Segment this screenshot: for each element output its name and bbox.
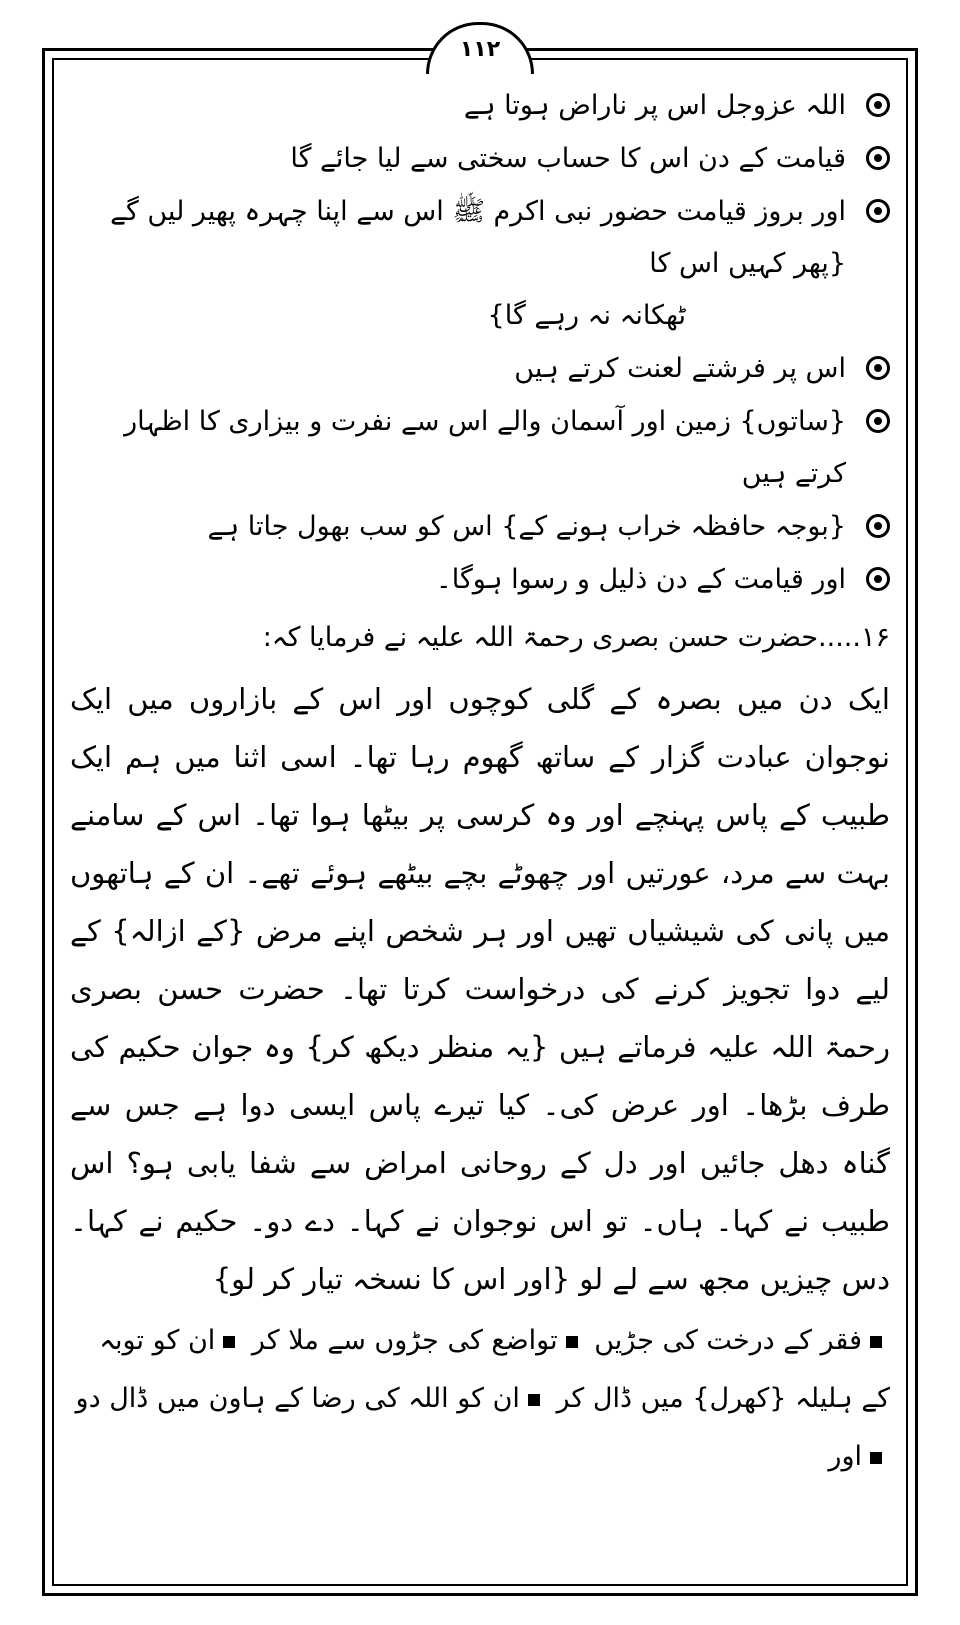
circle-bullet-icon <box>866 409 890 433</box>
circle-bullet-icon <box>866 514 890 538</box>
square-bullet-icon <box>223 1336 235 1348</box>
page-content <box>70 80 890 1580</box>
list-item: {بوجہ حافظہ خراب ہونے کے} اس کو سب بھول جاتا ہے <box>70 501 890 553</box>
remedy-item: اور <box>828 1441 862 1472</box>
list-item-continuation: ٹھکانہ نہ رہے گا} <box>487 300 686 331</box>
remedy-item: ان کو اللہ کی رضا کے ہاون میں ڈال دو <box>75 1383 520 1414</box>
remedy-item: ان کو توبہ کے ہلیلہ {کھرل} میں ڈال کر <box>99 1325 890 1414</box>
remedy-list <box>70 1312 890 1486</box>
list-item: قیامت کے دن اس کا حساب سختی سے لیا جائے گا <box>70 133 890 185</box>
circle-bullet-icon <box>866 567 890 591</box>
square-bullet-icon <box>870 1336 882 1348</box>
remedy-item: تواضع کی جڑوں سے ملا کر <box>251 1325 558 1356</box>
page-number: ۱۱۲ <box>426 22 534 74</box>
section-heading: ۱۶.....حضرت حسن بصری رحمۃ اللہ علیہ نے فرمایا کہ: <box>262 622 890 653</box>
square-bullet-icon <box>528 1394 540 1406</box>
circle-bullet-icon <box>866 93 890 117</box>
list-item: اور قیامت کے دن ذلیل و رسوا ہوگا۔ <box>70 554 890 606</box>
circle-bullet-icon <box>866 146 890 170</box>
remedy-item: فقر کے درخت کی جڑیں <box>594 1325 862 1356</box>
list-item <box>70 186 890 342</box>
square-bullet-icon <box>566 1336 578 1348</box>
list-item: اس پر فرشتے لعنت کرتے ہیں <box>70 343 890 395</box>
square-bullet-icon <box>870 1452 882 1464</box>
bullet-list <box>70 80 890 606</box>
list-item: {ساتوں} زمین اور آسمان والے اس سے نفرت و بیزاری کا اظہار کرتے ہیں <box>70 396 890 500</box>
body-paragraph: ایک دن میں بصرہ کے گلی کوچوں اور اس کے بازاروں میں ایک نوجوان عبادت گزار کے ساتھ گھوم رہا تھا۔ اسی اثنا میں ہم ایک طبیب کے پاس پہنچے اور وہ کرسی پر بیٹھا ہوا تھا۔ اس کے سامنے بہت سے مرد، عورتیں اور چھوٹے بچے بیٹھے ہوئے تھے۔ ان کے ہاتھوں میں پانی کی شیشیاں تھیں اور ہر شخص اپنے مرض {کے ازالہ} کے لیے دوا تجویز کرنے کی درخواست کرتا تھا۔ حضرت حسن بصری رحمۃ اللہ علیہ فرماتے ہیں {یہ منظر دیکھ کر} وہ جوان حکیم کی طرف بڑھا۔ اور عرض کی۔ کیا تیرے پاس ایسی دوا ہے جس سے گناہ دھل جائیں اور دل کے روحانی امراض سے شفا یابی ہو؟ اس طبیب نے کہا۔ ہاں۔ تو اس نوجوان نے کہا۔ دے دو۔ حکیم نے کہا۔ دس چیزیں مجھ سے لے لو {اور اس کا نسخہ تیار کر لو} <box>70 682 891 1296</box>
list-item-text: اور بروز قیامت حضور نبی اکرم ﷺ اس سے اپنا چہرہ پھیر لیں گے {پھر کہیں اس کا ٹھکانہ نہ رہے گا} <box>70 186 846 342</box>
circle-bullet-icon <box>866 199 890 223</box>
list-item: اللہ عزوجل اس پر ناراض ہوتا ہے <box>70 80 890 132</box>
circle-bullet-icon <box>866 356 890 380</box>
